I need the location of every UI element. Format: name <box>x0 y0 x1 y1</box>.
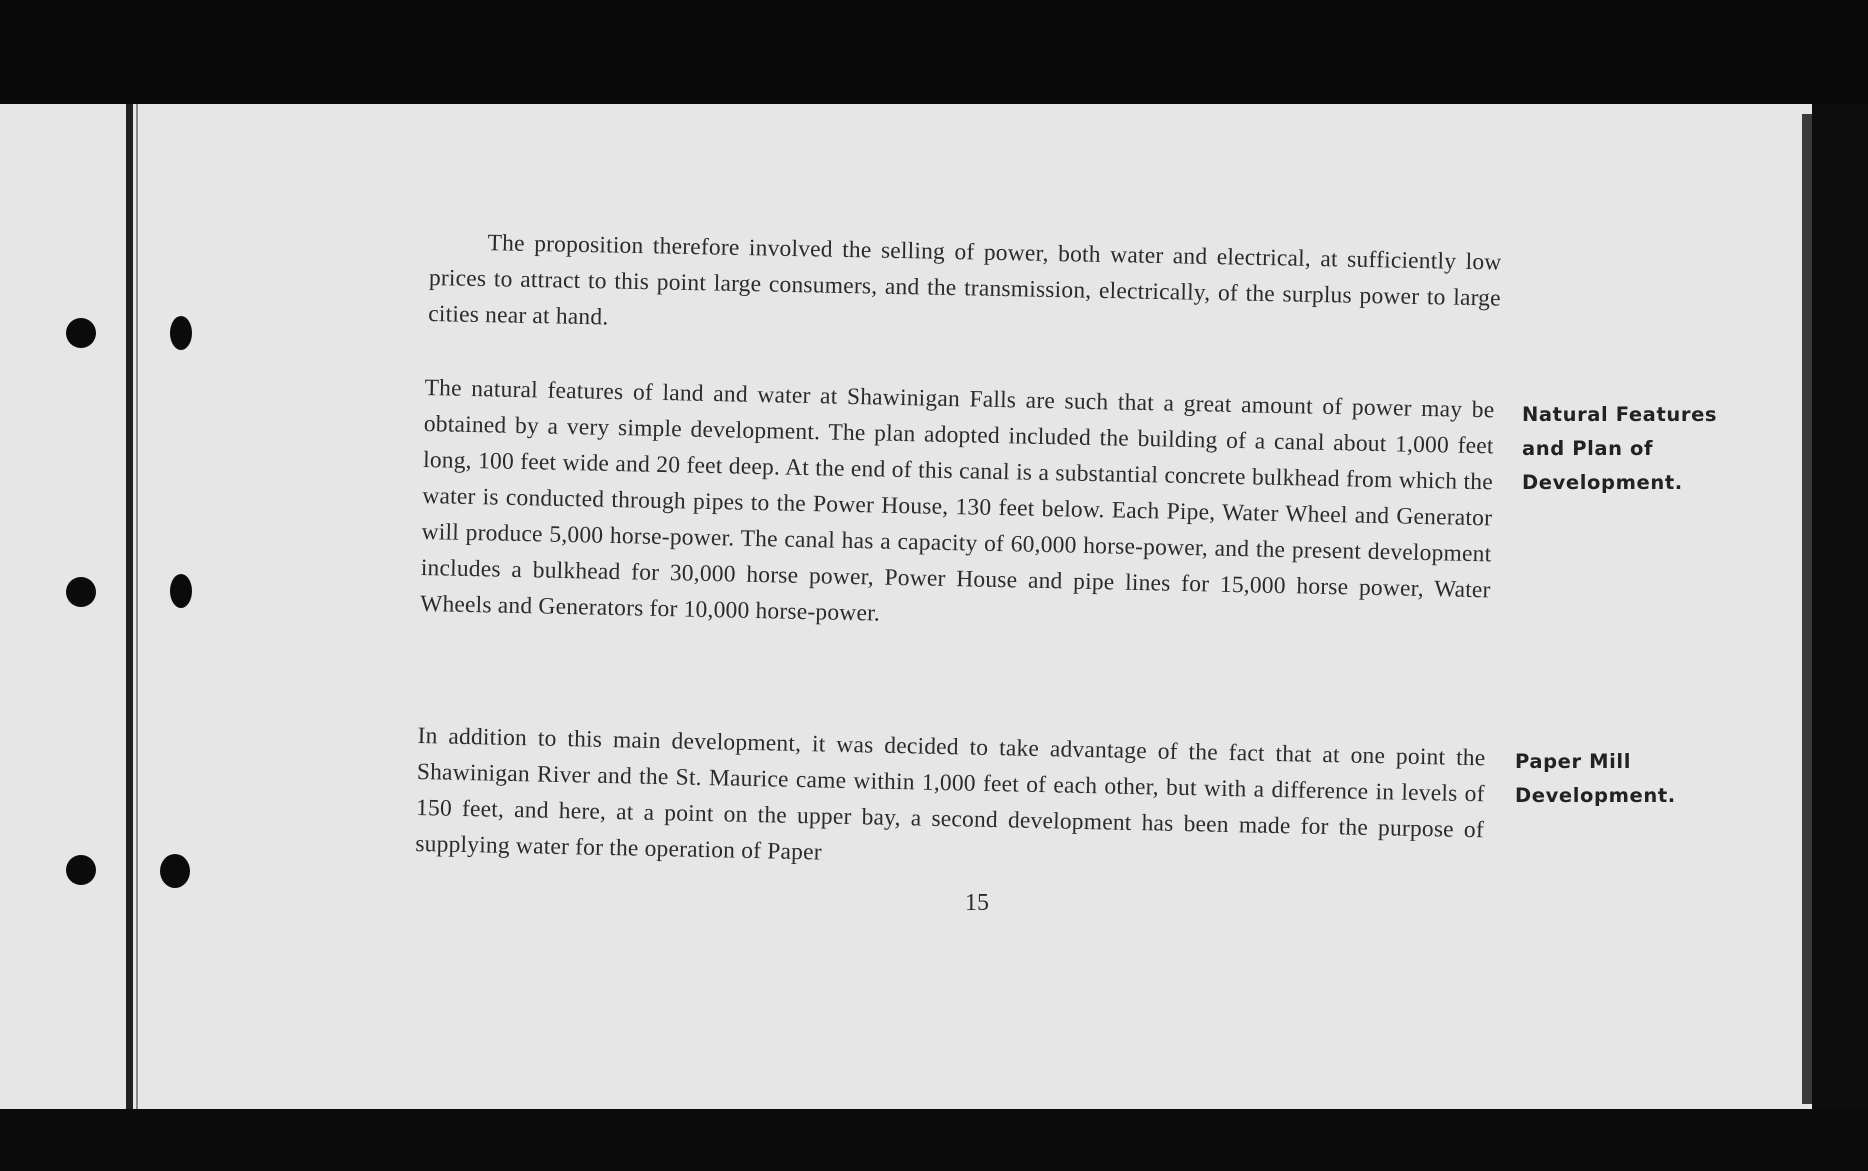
punch-hole-right-middle <box>170 574 192 608</box>
paragraph-natural-features: The natural features of land and water at Shawinigan Falls are such that a great amount of power may be obtained by a very simple development. The plan adopted included the building of a canal about 1,000 feet long, 100 feet wide and 20 feet deep. At the end of this canal is a substantial concrete bulkhead from which the water is conducted through pipes to the Power House, 130 feet below. Each Pipe, Water Wheel and Generator will produce 5,000 horse-power. The canal has a capacity of 60,000 horse-power, and the present development includes a bulkhead for 30,000 horse power, Power House and pipe lines for 15,000 horse power, Water Wheels and Generators for 10,000 horse-power. <box>419 374 1495 627</box>
side-heading-paper-mill <box>1515 745 1676 813</box>
scan-top-border <box>0 0 1868 104</box>
paragraph-paper-mill: In addition to this main development, it was decided to take advantage of the fact that at one point the Shawinigan River and the St. Maurice came within 1,000 feet of each other, but with a difference in levels of 150 feet, and here, at a point on the upper bay, a second development has been made for the purpose of supplying water for the operation of Paper <box>415 722 1486 866</box>
side-heading-line: Development. <box>1522 471 1683 494</box>
punch-hole-left-middle <box>66 577 96 607</box>
side-heading-line: Development. <box>1515 784 1676 807</box>
punch-hole-right-top <box>170 316 192 350</box>
binding-edge <box>126 104 133 1109</box>
binding-edge-highlight <box>136 104 138 1109</box>
side-heading-line: Paper Mill <box>1515 750 1631 773</box>
page-number: 15 <box>965 890 989 916</box>
page-right-edge <box>1802 114 1812 1104</box>
scan-bottom-border <box>0 1109 1868 1171</box>
paragraph-proposition: The proposition therefore involved the selling of power, both water and electrical, at sufficiently low prices to attract to this point large consumers, and the transmission, electrically, of the surplus power to large cities near at hand. <box>428 230 1502 331</box>
side-heading-natural-features <box>1522 398 1717 500</box>
side-heading-line: and Plan of <box>1522 437 1654 460</box>
punch-hole-left-bottom <box>66 855 96 885</box>
punch-hole-left-top <box>66 318 96 348</box>
side-heading-line: Natural Features <box>1522 403 1718 426</box>
punch-hole-right-bottom <box>160 854 190 888</box>
